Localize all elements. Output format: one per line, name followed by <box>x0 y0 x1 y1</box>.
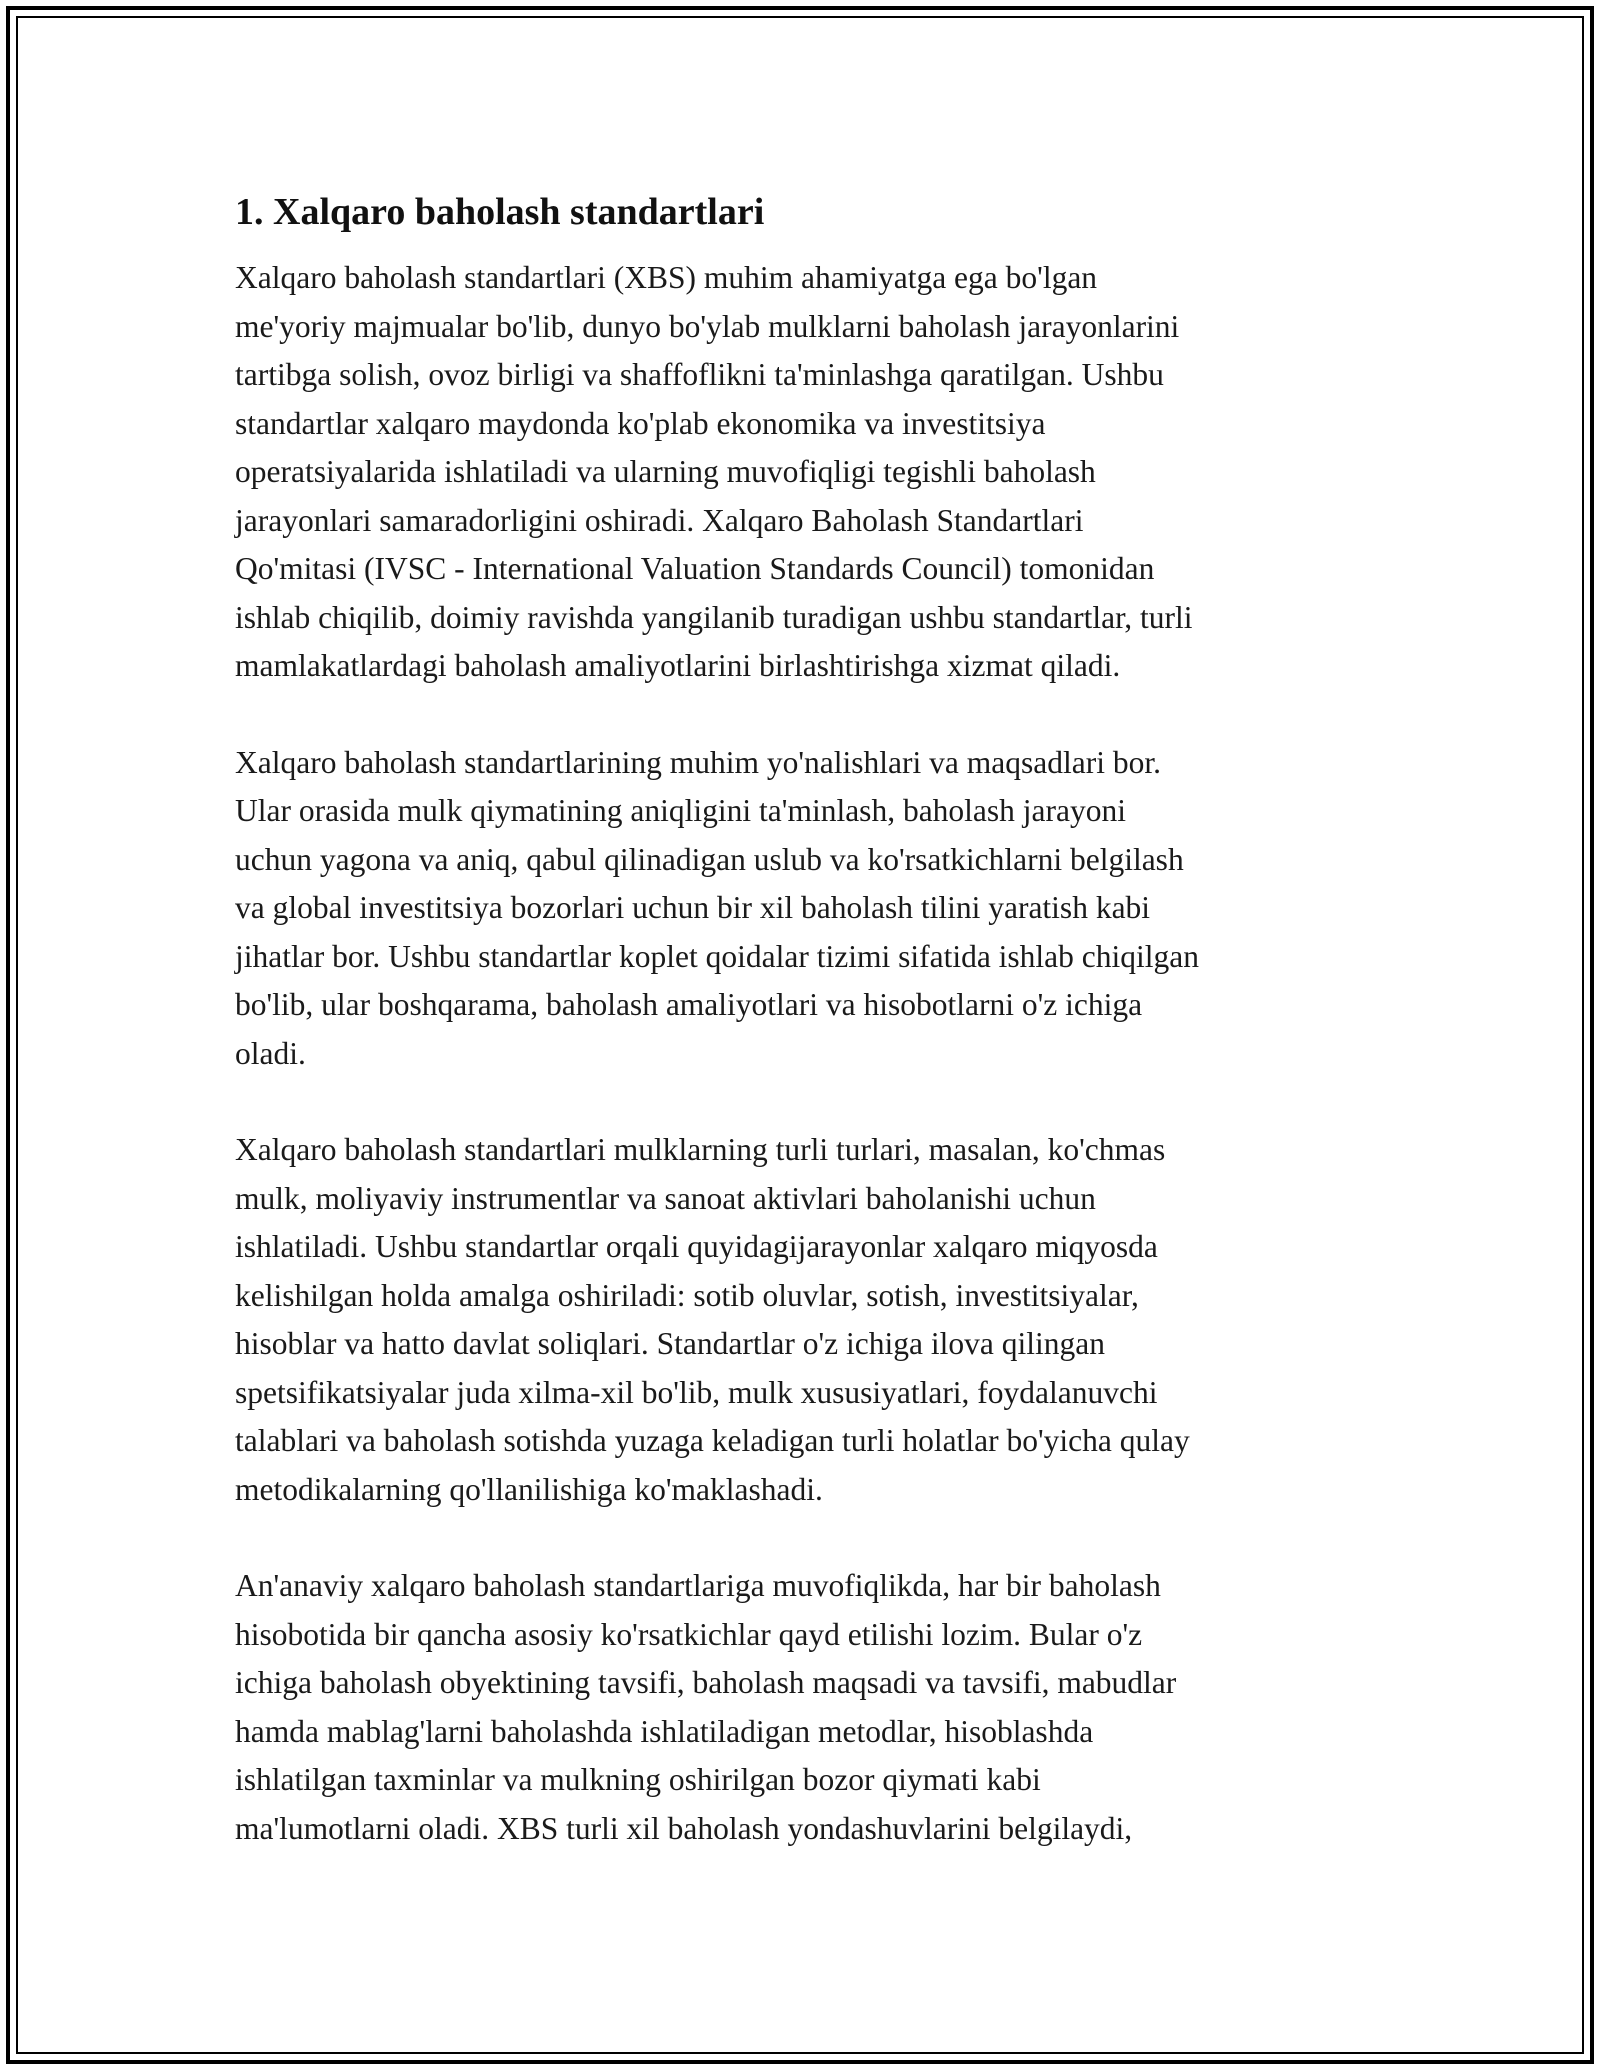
document-body <box>235 188 1365 1901</box>
text-line: mamlakatlardagi baholash amaliyotlarini birlashtirishga xizmat qiladi. <box>235 648 1121 683</box>
section-heading: 1. Xalqaro baholash standartlari <box>235 191 765 233</box>
text-line: ishlatilgan taxminlar va mulkning oshirilgan bozor qiymati kabi <box>235 1762 1041 1797</box>
text-line: ishlab chiqilib, doimiy ravishda yangilanib turadigan ushbu standartlar, turli <box>235 599 1193 635</box>
text-line: bo'lib, ular boshqarama, baholash amaliyotlari va hisobotlarni o'z ichiga <box>235 987 1143 1022</box>
paragraph-container <box>235 254 1365 1853</box>
text-line: jarayonlari samaradorligini oshiradi. Xalqaro Baholash Standartlari <box>235 502 1084 538</box>
text-line: Xalqaro baholash standartlarining muhim yo'nalishlari va maqsadlari bor. <box>235 744 1161 780</box>
text-line: talablari va baholash sotishda yuzaga keladigan turli holatlar bo'yicha qulay <box>235 1423 1190 1458</box>
text-line: hisobotida bir qancha asosiy ko'rsatkichlar qayd etilishi lozim. Bular o'z <box>235 1616 1143 1652</box>
text-line: Ular orasida mulk qiymatining aniqligini ta'minlash, baholash jarayoni <box>235 793 1126 828</box>
text-line: operatsiyalarida ishlatiladi va ularning muvofiqligi tegishli baholash <box>235 454 1096 489</box>
text-line: oladi. <box>235 1035 306 1071</box>
text-line: spetsifikatsiyalar juda xilma-xil bo'lib, mulk xususiyatlari, foydalanuvchi <box>235 1374 1158 1410</box>
text-line: va global investitsiya bozorlari uchun bir xil baholash tilini yaratish kabi <box>235 890 1151 925</box>
text-line: hisoblar va hatto davlat soliqlari. Standartlar o'z ichiga ilova qilingan <box>235 1326 1105 1361</box>
text-line: me'yoriy majmualar bo'lib, dunyo bo'ylab mulklarni baholash jarayonlarini <box>235 308 1180 344</box>
text-line: kelishilgan holda amalga oshiriladi: sotib oluvlar, sotish, investitsiyalar, <box>235 1277 1139 1313</box>
text-line: Qo'mitasi (IVSC - International Valuation Standards Council) tomonidan <box>235 551 1155 586</box>
text-line: Xalqaro baholash standartlari mulklarning turli turlari, masalan, ko'chmas <box>235 1132 1166 1167</box>
body-paragraph <box>235 1562 1365 1853</box>
text-line: Xalqaro baholash standartlari (XBS) muhim ahamiyatga ega bo'lgan <box>235 260 1098 295</box>
text-line: ichiga baholash obyektining tavsifi, baholash maqsadi va tavsifi, mabudlar <box>235 1665 1177 1700</box>
text-line: ishlatiladi. Ushbu standartlar orqali quyidagijarayonlar xalqaro miqyosda <box>235 1229 1158 1264</box>
text-line: ma'lumotlarni oladi. XBS turli xil baholash yondashuvlarini belgilaydi, <box>235 1810 1133 1846</box>
text-line: mulk, moliyaviy instrumentlar va sanoat aktivlari baholanishi uchun <box>235 1180 1096 1216</box>
body-paragraph <box>235 254 1365 691</box>
text-line: jihatlar bor. Ushbu standartlar koplet qoidalar tizimi sifatida ishlab chiqilgan <box>235 938 1200 974</box>
text-line: tartibga solish, ovoz birligi va shaffoflikni ta'minlashga qaratilgan. Ushbu <box>235 357 1164 392</box>
text-line: metodikalarning qo'llanilishiga ko'maklashadi. <box>235 1471 823 1507</box>
text-line: uchun yagona va aniq, qabul qilinadigan uslub va ko'rsatkichlarni belgilash <box>235 841 1184 877</box>
body-paragraph <box>235 1126 1365 1514</box>
body-paragraph <box>235 739 1365 1079</box>
text-line: An'anaviy xalqaro baholash standartlariga muvofiqlikda, har bir baholash <box>235 1568 1161 1603</box>
text-line: hamda mablag'larni baholashda ishlatiladigan metodlar, hisoblashda <box>235 1713 1094 1749</box>
text-line: standartlar xalqaro maydonda ko'plab ekonomika va investitsiya <box>235 405 1046 441</box>
